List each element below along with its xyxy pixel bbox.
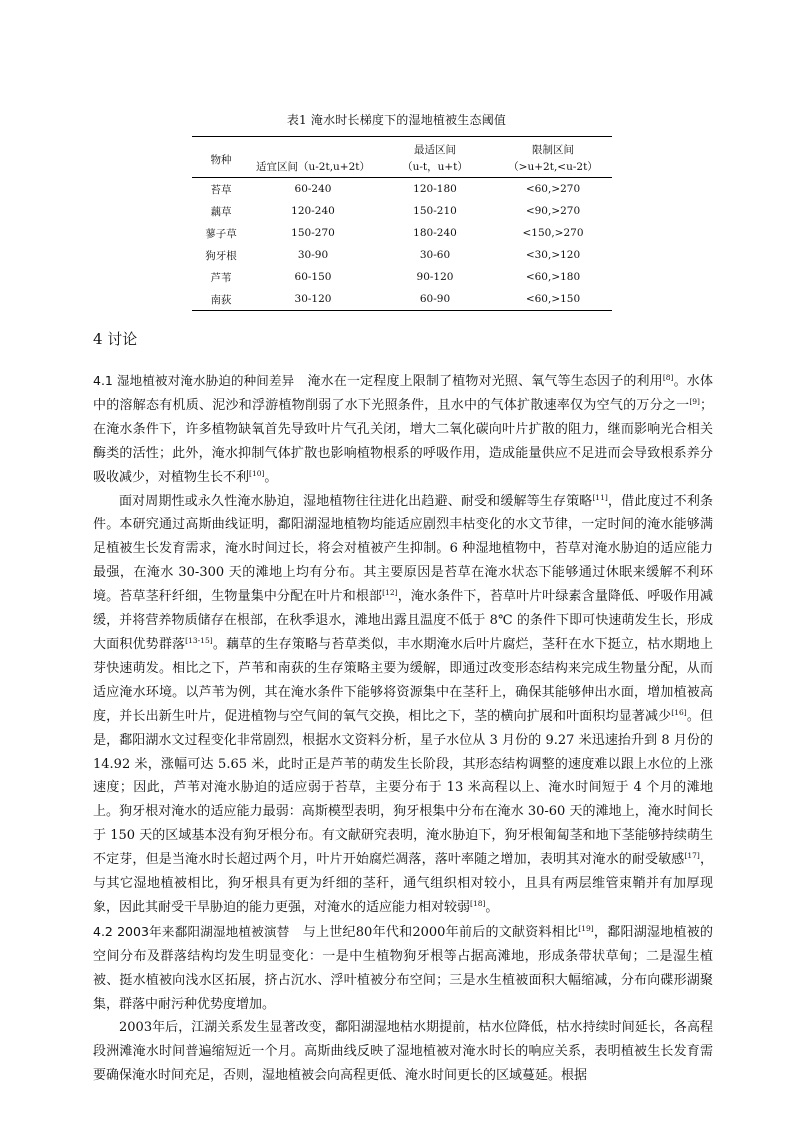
citation: [12]	[382, 588, 398, 598]
threshold-table	[192, 136, 612, 311]
table-row	[192, 266, 612, 288]
cell-suitable: 60-150	[294, 271, 332, 283]
cell-suitable: 60-240	[294, 183, 332, 195]
text-run: ；在淹水条件下，许多植物缺氧首先导致叶片气孔关闭，增大二氧化碳向叶片扩散的阻力，继而影响光合相关酶类的活性；此外，淹水抑制气体扩散也影响植物根系的呼吸作用，造成能量供应不足进而会导致根系养分吸收减少，对植物生长不利	[93, 397, 713, 485]
text-run: ，淹水条件下，苔草叶片叶绿素含量降低、呼吸作用减缓，并将营养物质储存在根部，在秋季退水，滩地出露且温度不低于 8℃ 的条件下即可快速萌发生长，形成大面积优势群落	[93, 589, 713, 652]
citation: [17]	[684, 851, 700, 861]
text-run: 与上世纪80年代和2000年前后的文献资料相比	[302, 924, 579, 940]
paragraph	[93, 369, 713, 490]
cell-species: 藕草	[210, 205, 232, 218]
table-caption: 表1 淹水时长梯度下的湿地植被生态阈值	[286, 113, 507, 127]
text-run: 面对周期性或永久性淹水胁迫，湿地植物往往进化出趋避、耐受和缓解等生存策略	[119, 493, 593, 509]
cell-species: 蓼子草	[205, 227, 237, 240]
text-run: 。水体中的溶解态有机质、泥沙和浮游植物削弱了水下光照条件，且水中的气体扩散速率仅为空气的万分之一	[93, 374, 713, 413]
citation: [9]	[689, 396, 700, 406]
subsection-heading-4-2: 4.2 2003年来鄱阳湖湿地植被演替	[93, 923, 290, 939]
table-row	[192, 222, 612, 244]
cell-optimal: 180-240	[413, 227, 457, 239]
cell-suitable: 30-90	[297, 249, 329, 261]
header-optimal-range: （u-t，u+t）	[376, 158, 494, 178]
subsection-heading-4-1: 4.1 湿地植被对淹水胁迫的种间差异	[93, 373, 295, 388]
header-limit-range: （>u+2t,<u-2t）	[494, 158, 612, 178]
citation: [13-15]	[185, 635, 213, 645]
cell-limit: <30,>120	[525, 249, 581, 261]
header-optimal-title: 最适区间	[376, 137, 494, 159]
cell-species: 南荻	[192, 288, 250, 311]
text-run: ，鄱阳湖湿地植被的空间分布及群落结构均发生明显变化：一是中生植物狗牙根等占据高滩地，形成条带状草甸；二是湿生植被、挺水植被向浅水区拓展，挤占沉水、浮叶植被分布空间；三是水生植被面积大幅缩减，分布向碟形湖聚集，群落中耐污种优势度增加。	[93, 924, 713, 1012]
table-row	[192, 288, 612, 311]
cell-optimal: 90-120	[416, 271, 454, 283]
table-row	[192, 178, 612, 201]
text-run: ，借此度过不利条件。本研究通过高斯曲线证明，鄱阳湖湿地植物均能适应剧烈丰枯变化的水文节律，一定时间的淹水能够满足植被生长发育需求，淹水时间过长，将会对植被产生抑制。6 种湿地植物中，苔草对淹水胁迫的适应能力最强，在淹水 30-300 天的滩地上均有分布。其主要原因是苔草在淹水状态下能够通过休眠来缓解不利环境。苔草茎秆纤细，生物量集中分配在叶片和根部	[93, 493, 713, 605]
cell-suitable: 150-270	[291, 227, 335, 239]
paragraph	[93, 1016, 713, 1088]
text-run: 淹水在一定程度上限制了植物对光照、氧气等生态因子的利用	[307, 374, 663, 389]
cell-limit: <60,>180	[525, 271, 581, 283]
header-species: 物种	[192, 137, 250, 178]
cell-suitable: 30-120	[250, 288, 376, 311]
citation: [11]	[592, 492, 608, 502]
cell-limit: <90,>270	[525, 205, 581, 217]
citation: [10]	[249, 468, 265, 478]
cell-optimal: 60-90	[376, 288, 494, 311]
citation: [19]	[578, 923, 594, 933]
cell-species: 芦苇	[210, 271, 232, 284]
text-run: 。但是，鄱阳湖水文过程变化非常剧烈，根据水文资料分析，星子水位从 3 月份的 9.27 米迅速抬升到 8 月份的 14.92 米，涨幅可达 5.65 米，此时正是芦苇的萌发生长阶段，其形态结构调整的速度难以跟上水位的上涨速度；因此，芦苇对淹水胁迫的适应弱于苔草，主要分布于 13 米高程以上、淹水时间短于 4 个月的滩地上。狗牙根对淹水的适应能力最弱：高斯模型表明，狗牙根集中分布在淹水 30-60 天的滩地上，淹水时间长于 150 天的区域基本没有狗牙根分布。有文献研究表明，淹水胁迫下，狗牙根匍匐茎和地下茎能够持续萌生不定芽，但是当淹水时长超过两个月，叶片开始腐烂凋落，落叶率随之增加，表明其对淹水的耐受敏感	[93, 708, 713, 868]
cell-limit: <150,>270	[522, 227, 584, 239]
cell-limit: <60,>150	[494, 288, 612, 311]
section-heading: 4 讨论	[93, 330, 138, 348]
header-suitable-spacer	[250, 137, 376, 159]
cell-species: 苔草	[210, 183, 232, 196]
citation: [8]	[662, 373, 674, 382]
citation: [16]	[671, 707, 687, 717]
cell-species: 狗牙根	[205, 249, 237, 262]
header-limit-title: 限制区间	[494, 137, 612, 159]
cell-suitable: 120-240	[291, 205, 335, 217]
text-run: ，与其它湿地植被相比，狗牙根具有更为纤细的茎秆，通气组织相对较小，且具有两层维管束鞘并有加厚现象，因此其耐受干旱胁迫的能力更强，对淹水的适应能力相对较弱	[93, 852, 713, 915]
table-row	[192, 200, 612, 222]
text-run: 。	[485, 899, 499, 915]
paragraph	[93, 490, 713, 920]
header-suitable: 适宜区间（u-2t,u+2t）	[250, 158, 376, 178]
cell-limit: <60,>270	[525, 183, 581, 195]
cell-optimal: 150-210	[413, 205, 457, 217]
body-text	[93, 369, 713, 1088]
table-row	[192, 244, 612, 266]
cell-optimal: 120-180	[413, 183, 457, 195]
citation: [18]	[470, 898, 486, 908]
text-run: 2003年后，江湖关系发生显著改变，鄱阳湖湿地枯水期提前，枯水位降低，枯水持续时间延长，各高程段洲滩淹水时间普遍缩短近一个月。高斯曲线反映了湿地植被对淹水时长的响应关系，表明植被生长发育需要确保淹水时间充足，否则，湿地植被会向高程更低、淹水时间更长的区域蔓延。根据	[93, 1020, 713, 1084]
cell-optimal: 30-60	[419, 249, 451, 261]
text-run: 。藕草的生存策略与苔草类似，丰水期淹水后叶片腐烂，茎秆在水下挺立，枯水期地上芽快速萌发。相比之下，芦苇和南荻的生存策略主要为缓解，即通过改变形态结构来完成生物量分配，从而适应淹水环境。以芦苇为例，其在淹水条件下能够将资源集中在茎秆上，确保其能够伸出水面，增加植被高度，并长出新生叶片，促进植物与空气间的氧气交换，相比之下，茎的横向扩展和叶面积均显著减少	[93, 636, 713, 724]
text-run: 。	[264, 469, 278, 485]
paragraph	[93, 920, 713, 1017]
